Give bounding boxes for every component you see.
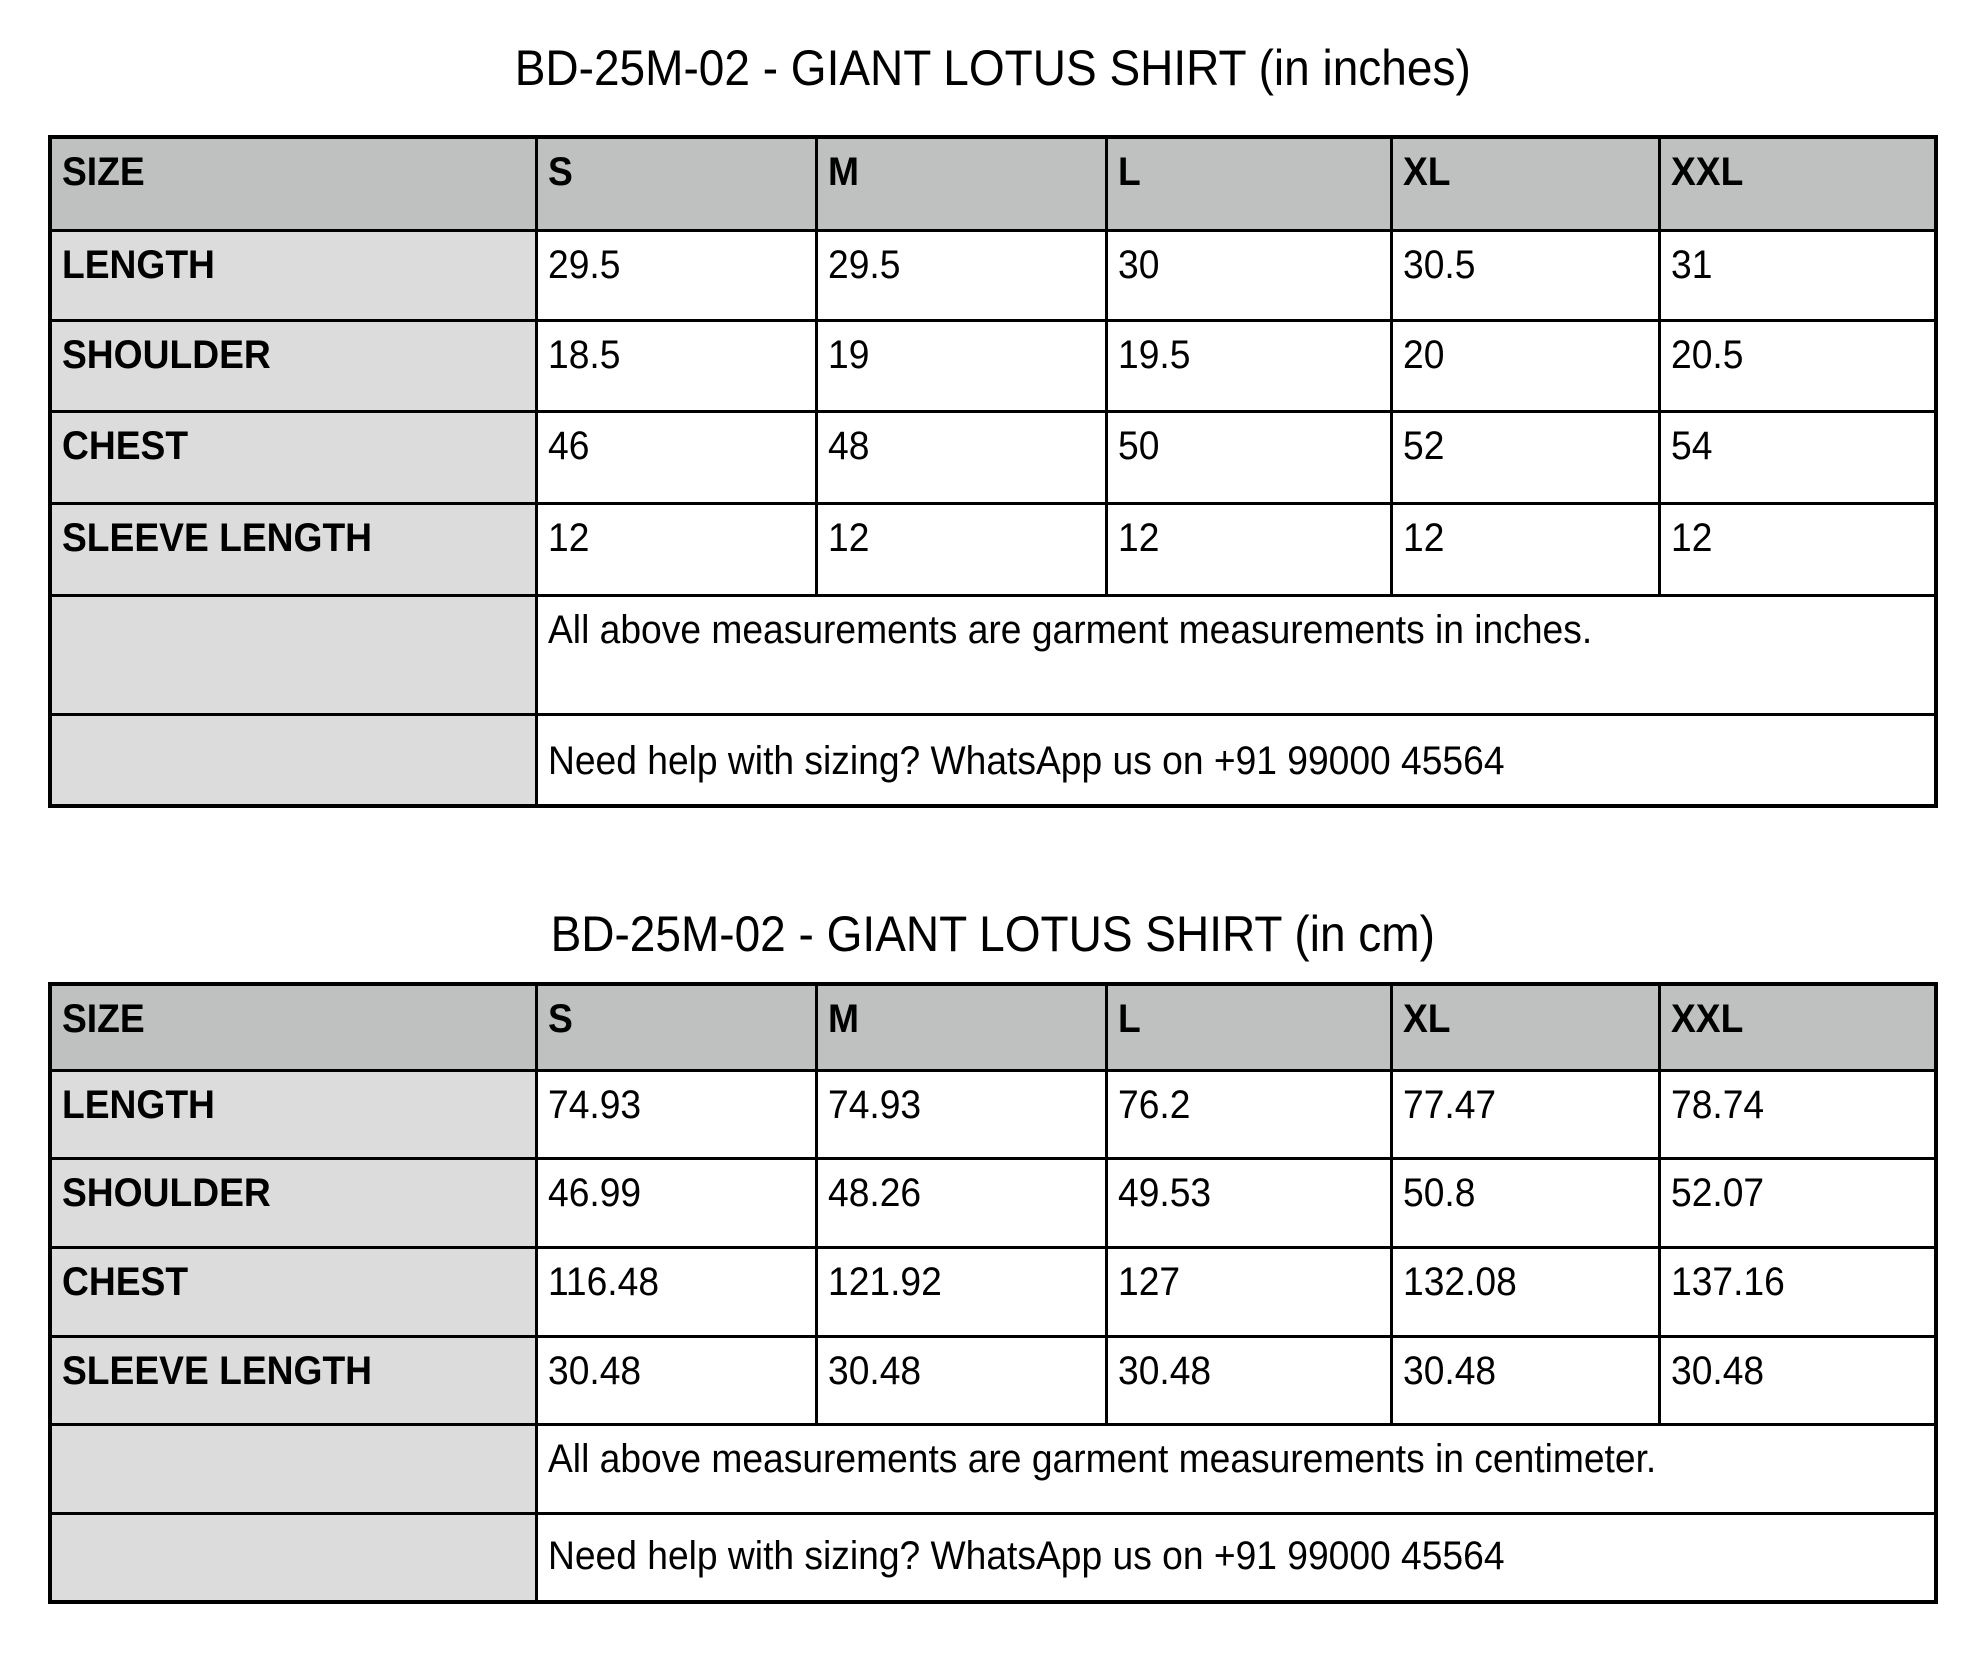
header-row (50, 984, 1936, 1070)
cell-value: 77.47 (1391, 1070, 1659, 1158)
note-row-measurements (50, 1424, 1936, 1513)
cell-value: 12 (536, 503, 816, 595)
table-row-chest (50, 411, 1936, 503)
table-row-sleeve-length (50, 503, 1936, 595)
cell-value: 78.74 (1659, 1070, 1936, 1158)
header-size-xxl: XXL (1659, 137, 1936, 230)
row-label: SLEEVE LENGTH (50, 503, 536, 595)
header-row (50, 137, 1936, 230)
cell-value: 50 (1106, 411, 1391, 503)
header-size-s: S (536, 137, 816, 230)
cell-value: 76.2 (1106, 1070, 1391, 1158)
cell-value: 54 (1659, 411, 1936, 503)
cell-value: 52 (1391, 411, 1659, 503)
cell-value: 52.07 (1659, 1158, 1936, 1247)
header-size-s: S (536, 984, 816, 1070)
cm-chart-title: BD-25M-02 - GIANT LOTUS SHIRT (in cm) (550, 906, 1435, 962)
cell-value: 74.93 (816, 1070, 1106, 1158)
cell-value: 74.93 (536, 1070, 816, 1158)
row-label: CHEST (50, 1247, 536, 1336)
sizing-help-note: Need help with sizing? WhatsApp us on +91 99000 45564 (536, 714, 1936, 806)
cell-value: 30.5 (1391, 230, 1659, 320)
cell-value: 30.48 (816, 1336, 1106, 1424)
cell-value: 12 (1659, 503, 1936, 595)
note-row-help (50, 1513, 1936, 1602)
cell-value: 29.5 (816, 230, 1106, 320)
measurement-note: All above measurements are garment measurements in centimeter. (536, 1424, 1936, 1513)
header-size-label: SIZE (50, 984, 536, 1070)
inches-size-chart (48, 135, 1938, 808)
cell-value: 20 (1391, 320, 1659, 411)
table-row-sleeve-length (50, 1336, 1936, 1424)
cell-value: 127 (1106, 1247, 1391, 1336)
row-label-empty (50, 1424, 536, 1513)
cell-value: 46 (536, 411, 816, 503)
row-label: LENGTH (50, 230, 536, 320)
cell-value: 48.26 (816, 1158, 1106, 1247)
cell-value: 30 (1106, 230, 1391, 320)
cell-value: 12 (1106, 503, 1391, 595)
table-row-length (50, 1070, 1936, 1158)
note-row-measurements (50, 595, 1936, 714)
header-size-label: SIZE (50, 137, 536, 230)
row-label: LENGTH (50, 1070, 536, 1158)
note-row-help (50, 714, 1936, 806)
cell-value: 116.48 (536, 1247, 816, 1336)
cell-value: 49.53 (1106, 1158, 1391, 1247)
row-label-empty (50, 595, 536, 714)
sizing-help-note: Need help with sizing? WhatsApp us on +91 99000 45564 (536, 1513, 1936, 1602)
cell-value: 31 (1659, 230, 1936, 320)
header-size-xl: XL (1391, 137, 1659, 230)
cell-value: 19 (816, 320, 1106, 411)
cell-value: 46.99 (536, 1158, 816, 1247)
inches-chart-title: BD-25M-02 - GIANT LOTUS SHIRT (in inches) (514, 40, 1471, 96)
cell-value: 30.48 (1659, 1336, 1936, 1424)
header-size-l: L (1106, 984, 1391, 1070)
header-size-l: L (1106, 137, 1391, 230)
cell-value: 20.5 (1659, 320, 1936, 411)
cell-value: 30.48 (1106, 1336, 1391, 1424)
cell-value: 18.5 (536, 320, 816, 411)
row-label: SHOULDER (50, 320, 536, 411)
cell-value: 19.5 (1106, 320, 1391, 411)
cell-value: 132.08 (1391, 1247, 1659, 1336)
row-label-empty (50, 1513, 536, 1602)
cell-value: 48 (816, 411, 1106, 503)
cell-value: 29.5 (536, 230, 816, 320)
cell-value: 30.48 (536, 1336, 816, 1424)
table-row-shoulder (50, 1158, 1936, 1247)
cell-value: 12 (816, 503, 1106, 595)
row-label: CHEST (50, 411, 536, 503)
header-size-xxl: XXL (1659, 984, 1936, 1070)
cell-value: 121.92 (816, 1247, 1106, 1336)
header-size-m: M (816, 984, 1106, 1070)
table-row-shoulder (50, 320, 1936, 411)
row-label: SHOULDER (50, 1158, 536, 1247)
measurement-note: All above measurements are garment measurements in inches. (536, 595, 1936, 714)
cell-value: 30.48 (1391, 1336, 1659, 1424)
cm-size-chart (48, 982, 1938, 1604)
cell-value: 137.16 (1659, 1247, 1936, 1336)
table-row-chest (50, 1247, 1936, 1336)
header-size-m: M (816, 137, 1106, 230)
header-size-xl: XL (1391, 984, 1659, 1070)
row-label: SLEEVE LENGTH (50, 1336, 536, 1424)
cell-value: 50.8 (1391, 1158, 1659, 1247)
cell-value: 12 (1391, 503, 1659, 595)
table-row-length (50, 230, 1936, 320)
row-label-empty (50, 714, 536, 806)
